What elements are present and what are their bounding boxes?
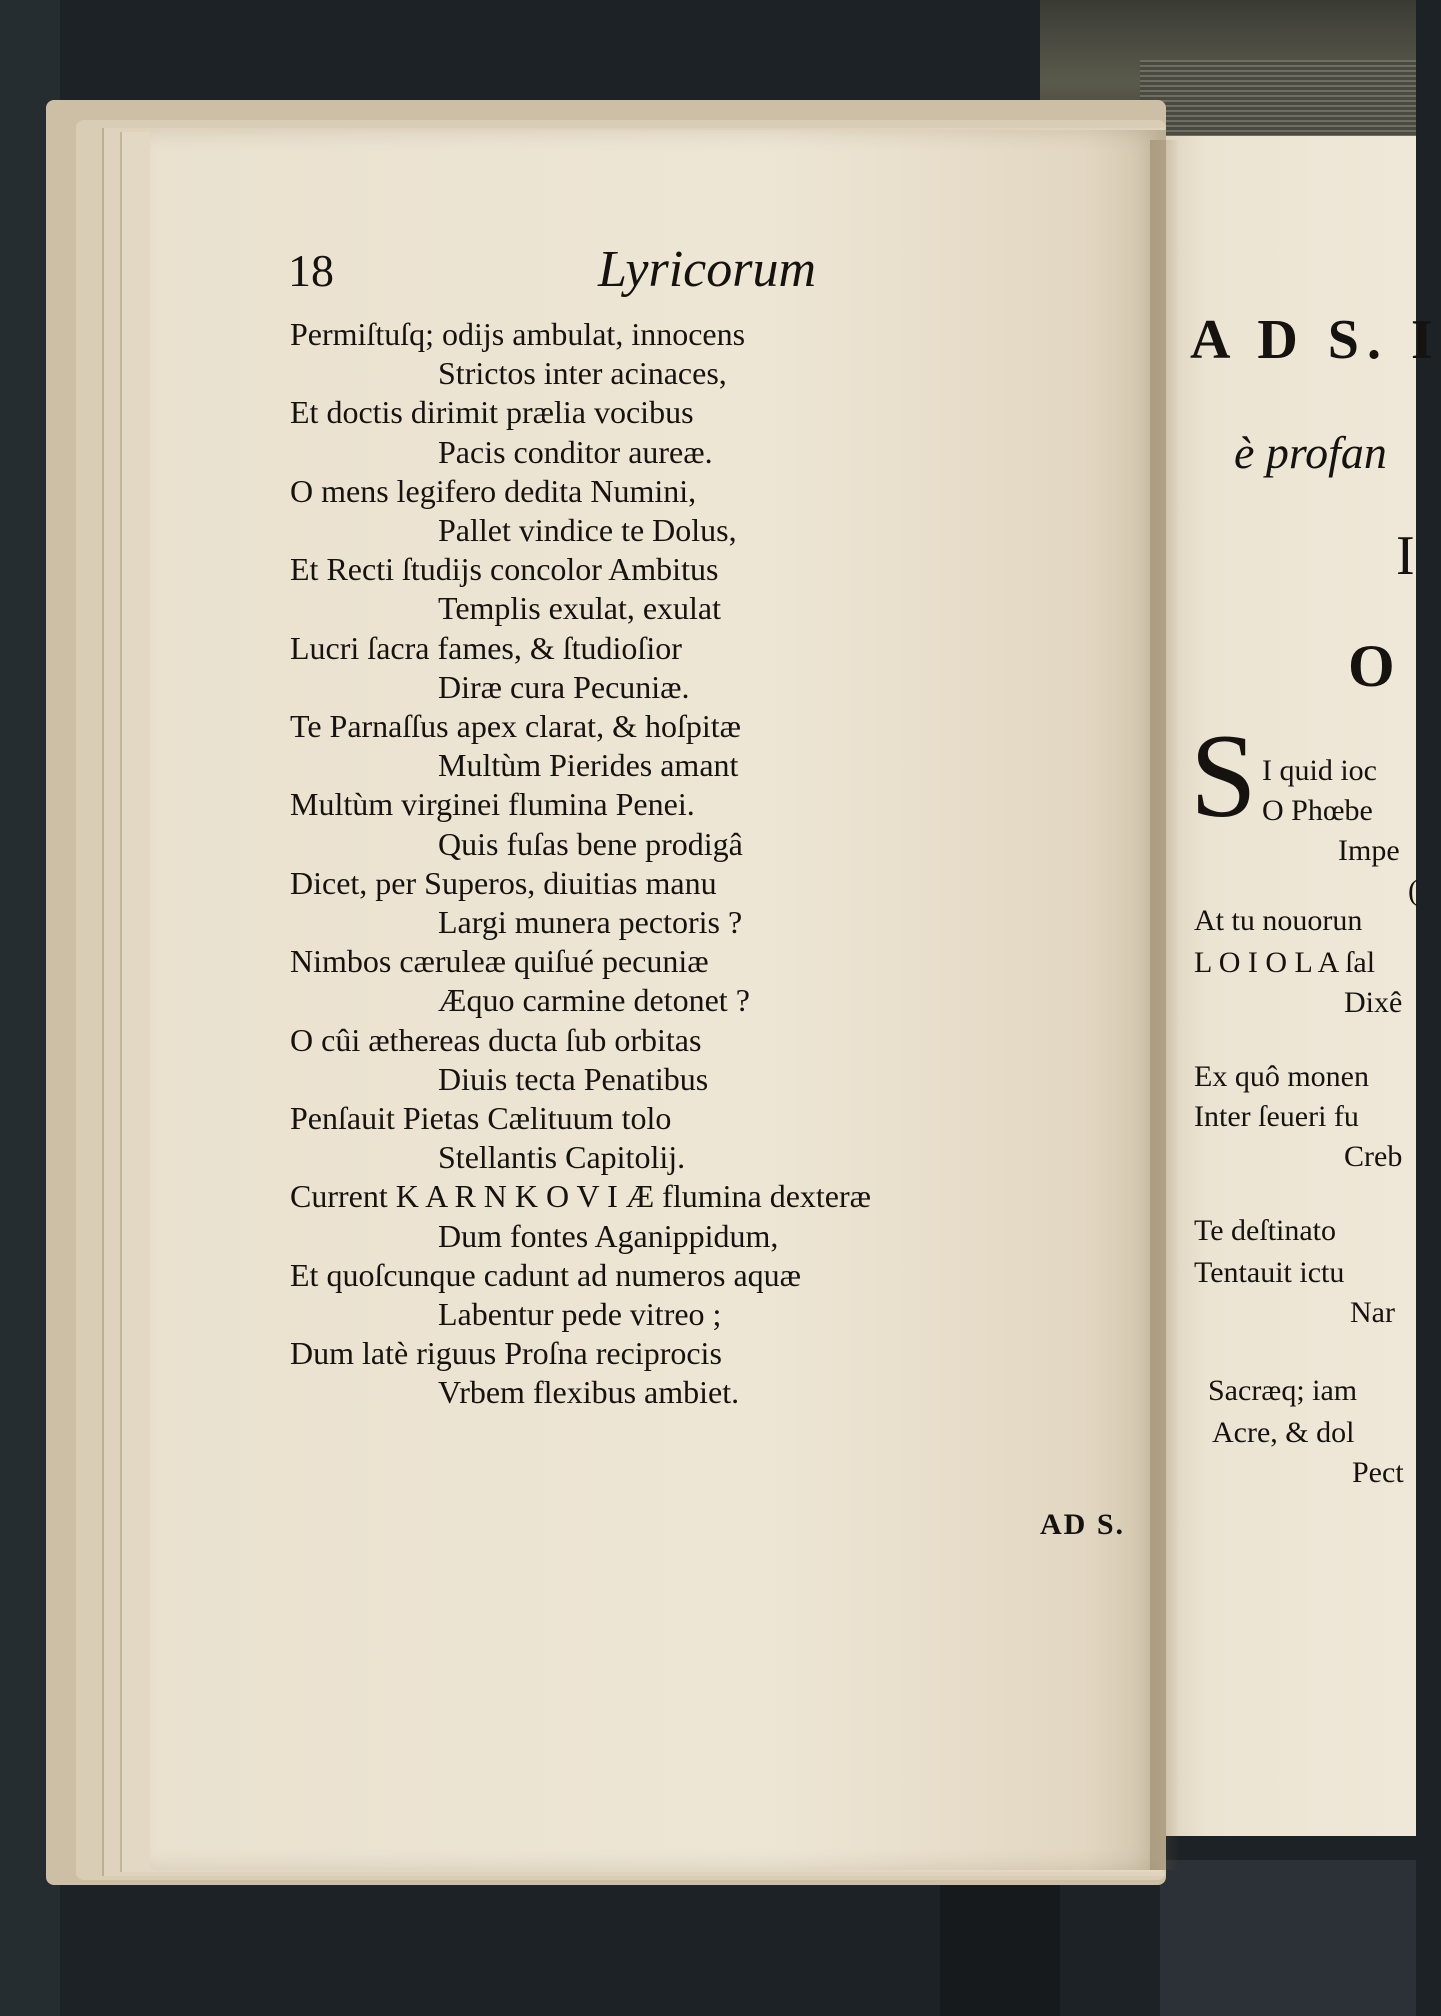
book-cover (1160, 1860, 1416, 2016)
right-page-line: Ex quô monen (1194, 1060, 1369, 1093)
verse-line: Et doctis dirimit prælia vocibus (290, 394, 694, 431)
verse-line: Æquo carmine detonet ? (438, 982, 750, 1019)
right-page-title: A D S. I (1190, 309, 1441, 371)
verse-line: Dicet, per Superos, diuitias manu (290, 864, 717, 901)
verse-line: Et quoſcunque cadunt ad numeros aquæ (290, 1256, 801, 1293)
verse-line: Quis fuſas bene prodigâ (438, 825, 743, 862)
page-number: 18 (288, 245, 334, 296)
right-page-line: I quid ioc (1262, 754, 1377, 787)
verse-line: Stellantis Capitolij. (438, 1139, 686, 1176)
right-page-line: Nar (1350, 1296, 1395, 1329)
catchword: AD S. (1040, 1508, 1126, 1541)
right-page-line: Acre, & dol (1212, 1416, 1355, 1449)
verse-line: Multùm virginei flumina Penei. (290, 786, 695, 823)
verse-line: Pacis conditor aureæ. (438, 433, 713, 470)
right-page-line: Creb (1344, 1140, 1403, 1173)
cover-shadow (940, 1870, 1060, 2016)
right-page-line: O Phœbe (1262, 794, 1373, 827)
right-page-line: Sacræq; iam (1208, 1374, 1358, 1407)
verse-line: Nimbos cæruleæ quiſué pecuniæ (290, 943, 709, 980)
right-page-heading-letter: O (1348, 633, 1395, 699)
right-page-line: Tentauit ictu (1194, 1256, 1345, 1289)
verse-line: O mens legifero dedita Numini, (290, 472, 697, 509)
verse-line: Te Parnaſſus apex clarat, & hoſpitæ (290, 708, 741, 744)
verse-line: Dum fontes Aganippidum, (438, 1217, 779, 1254)
verse-line: Templis exulat, exulat (438, 590, 722, 627)
running-title: Lyricorum (598, 241, 817, 298)
verse-line: Multùm Pierides amant (438, 747, 739, 784)
verse-line: Labentur pede vitreo ; (438, 1296, 722, 1332)
right-page-line: Inter ſeueri fu (1194, 1100, 1359, 1133)
right-page-line: Dixê (1344, 986, 1403, 1019)
verse-line: Strictos inter acinaces, (438, 355, 727, 392)
right-page-line: Te deſtinato (1194, 1214, 1337, 1247)
drop-cap: S (1190, 709, 1257, 842)
verse-line: Diuis tecta Penatibus (438, 1060, 709, 1097)
verse-line: O cûi æthereas ducta ſub orbitas (290, 1021, 702, 1058)
right-page-line: ( (1408, 874, 1418, 907)
right-page-line: L O I O L A ſal (1194, 946, 1376, 979)
right-page-line: At tu nouorun (1194, 904, 1363, 937)
verse-line: Vrbem flexibus ambiet. (438, 1374, 740, 1411)
verse-line: Et Recti ſtudijs concolor Ambitus (290, 551, 719, 588)
verse-line: Lucri ſacra fames, & ſtudioſior (290, 629, 682, 666)
verse-line: Diræ cura Pecuniæ. (438, 668, 690, 705)
right-page-heading-letter: I (1396, 525, 1415, 587)
book-page-edges (1140, 60, 1416, 140)
book-gutter (1150, 140, 1180, 1870)
verse-line: Current K A R N K O V I Æ flumina dexteræ (290, 1178, 871, 1215)
verse-line: Pallet vindice te Dolus, (438, 512, 737, 548)
right-page-line: Impe (1338, 834, 1400, 867)
verse-line: Penſauit Pietas Cælituum tolo (290, 1100, 672, 1136)
right-page-subtitle: è profan (1234, 427, 1387, 478)
verse-line: Largi munera pectoris ? (438, 904, 743, 940)
right-page-line: Pect (1352, 1456, 1404, 1489)
verse-line: Permiſtuſq; odijs ambulat, innocens (290, 316, 746, 352)
verse-line: Dum latè riguus Proſna reciprocis (290, 1335, 722, 1372)
